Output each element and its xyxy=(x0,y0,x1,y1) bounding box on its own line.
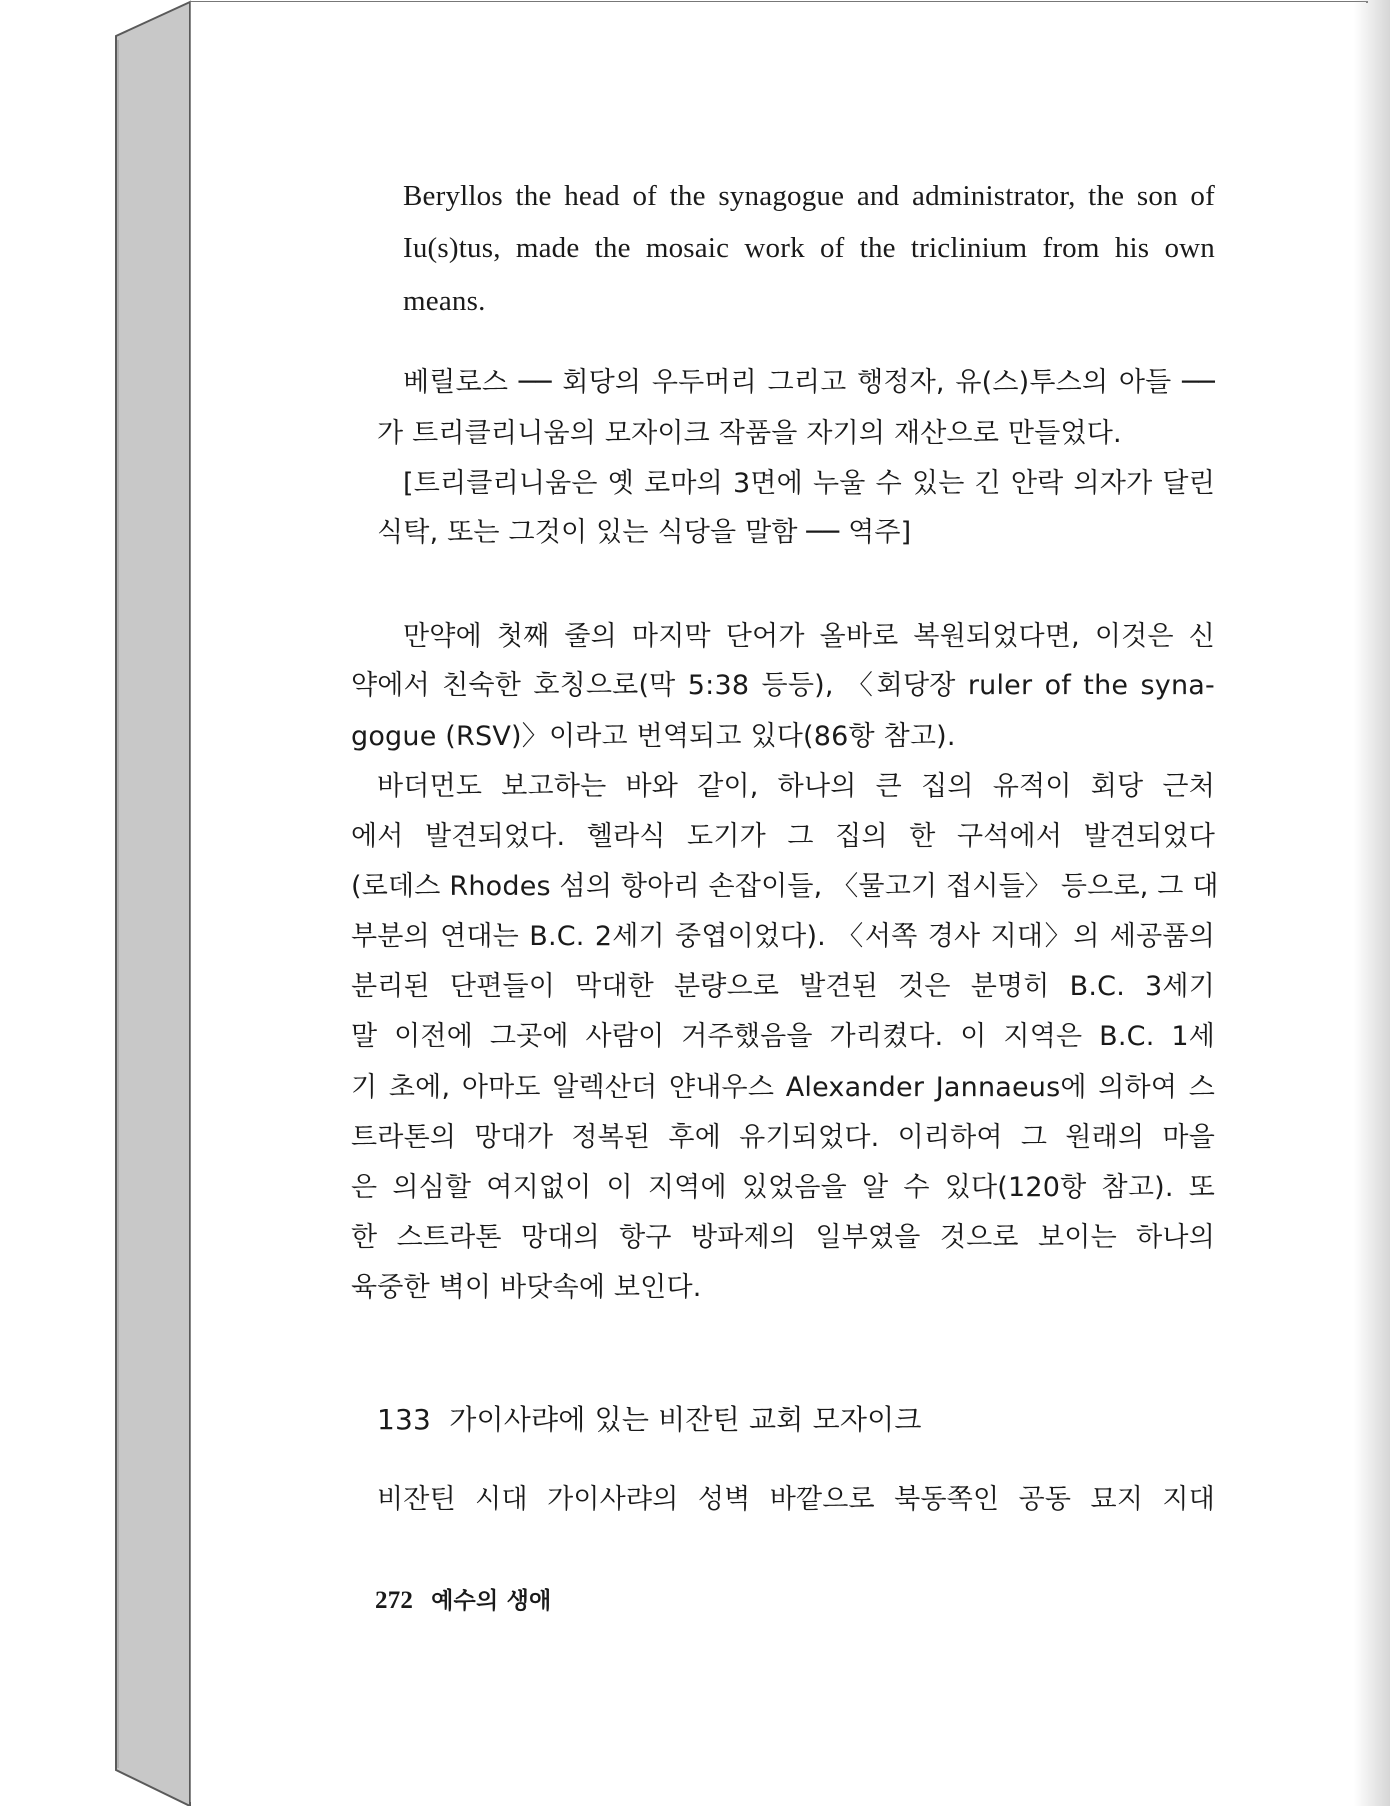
section-heading: 133 가이사랴에 있는 비잔틴 교회 모자이크 xyxy=(377,1403,922,1436)
inscription-kr-line-1: 베릴로스 ── 회당의 우두머리 그리고 행정자, 유(스)투스의 아들 ── xyxy=(403,367,1215,398)
paragraph-2-line-4: 부분의 연대는 B.C. 2세기 중엽이었다). 〈서쪽 경사 지대〉의 세공품의 xyxy=(351,921,1215,952)
page-footer xyxy=(375,1582,551,1615)
paragraph-2-line-9: 은 의심할 여지없이 이 지역에 있었음을 알 수 있다(120항 참고). 또 xyxy=(351,1172,1215,1203)
page-edge-shadow xyxy=(1354,0,1390,1806)
inscription-kr-line-4: 식탁, 또는 그것이 있는 식당을 말함 ── 역주] xyxy=(377,517,912,548)
paragraph-2-line-8: 트라톤의 망대가 정복된 후에 유기되었다. 이리하여 그 원래의 마을 xyxy=(351,1122,1215,1153)
paragraph-2-line-10: 한 스트라톤 망대의 항구 방파제의 일부였을 것으로 보이는 하나의 xyxy=(351,1222,1215,1253)
paragraph-2-line-2: 에서 발견되었다. 헬라식 도기가 그 집의 한 구석에서 발견되었다 xyxy=(351,821,1215,852)
inscription-kr-line-2: 가 트리클리니움의 모자이크 작품을 자기의 재산으로 만들었다. xyxy=(377,418,1122,449)
inscription-kr-line-3: [트리클리니움은 옛 로마의 3면에 누울 수 있는 긴 안락 의자가 달린 xyxy=(403,468,1215,499)
paragraph-2-line-6: 말 이전에 그곳에 사람이 거주했음을 가리켰다. 이 지역은 B.C. 1세 xyxy=(351,1021,1215,1052)
inscription-en-line-2: Iu(s)tus, made the mosaic work of the triclinium from his own xyxy=(403,232,1215,264)
paragraph-1-line-2: 약에서 친숙한 호칭으로(막 5:38 등등), 〈회당장 ruler of the syna- xyxy=(351,670,1215,701)
paragraph-2-line-11: 육중한 벽이 바닷속에 보인다. xyxy=(351,1272,702,1303)
paragraph-2-line-3: (로데스 Rhodes 섬의 항아리 손잡이들, 〈물고기 접시들〉 등으로, 그 대 xyxy=(351,871,1219,902)
inscription-en-line-3: means. xyxy=(403,285,486,317)
paragraph-2-line-5: 분리된 단편들이 막대한 분량으로 발견된 것은 분명히 B.C. 3세기 xyxy=(351,971,1215,1002)
book-page xyxy=(190,2,1366,1802)
section-first-line: 비잔틴 시대 가이사랴의 성벽 바깥으로 북동쪽인 공동 묘지 지대 xyxy=(377,1484,1215,1515)
paragraph-2-line-1: 바더먼도 보고하는 바와 같이, 하나의 큰 집의 유적이 회당 근처 xyxy=(377,771,1215,802)
inscription-en-line-1: Beryllos the head of the synagogue and administrator, the son of xyxy=(403,180,1215,212)
paragraph-2-line-7: 기 초에, 아마도 알렉산더 얀내우스 Alexander Jannaeus에 의하여 스 xyxy=(351,1072,1215,1103)
page-number: 272 xyxy=(375,1587,414,1614)
running-title: 예수의 생애 xyxy=(431,1588,552,1614)
paragraph-1-line-3: gogue (RSV)〉이라고 번역되고 있다(86항 참고). xyxy=(351,721,956,752)
paragraph-1-line-1: 만약에 첫째 줄의 마지막 단어가 올바로 복원되었다면, 이것은 신 xyxy=(403,621,1215,652)
